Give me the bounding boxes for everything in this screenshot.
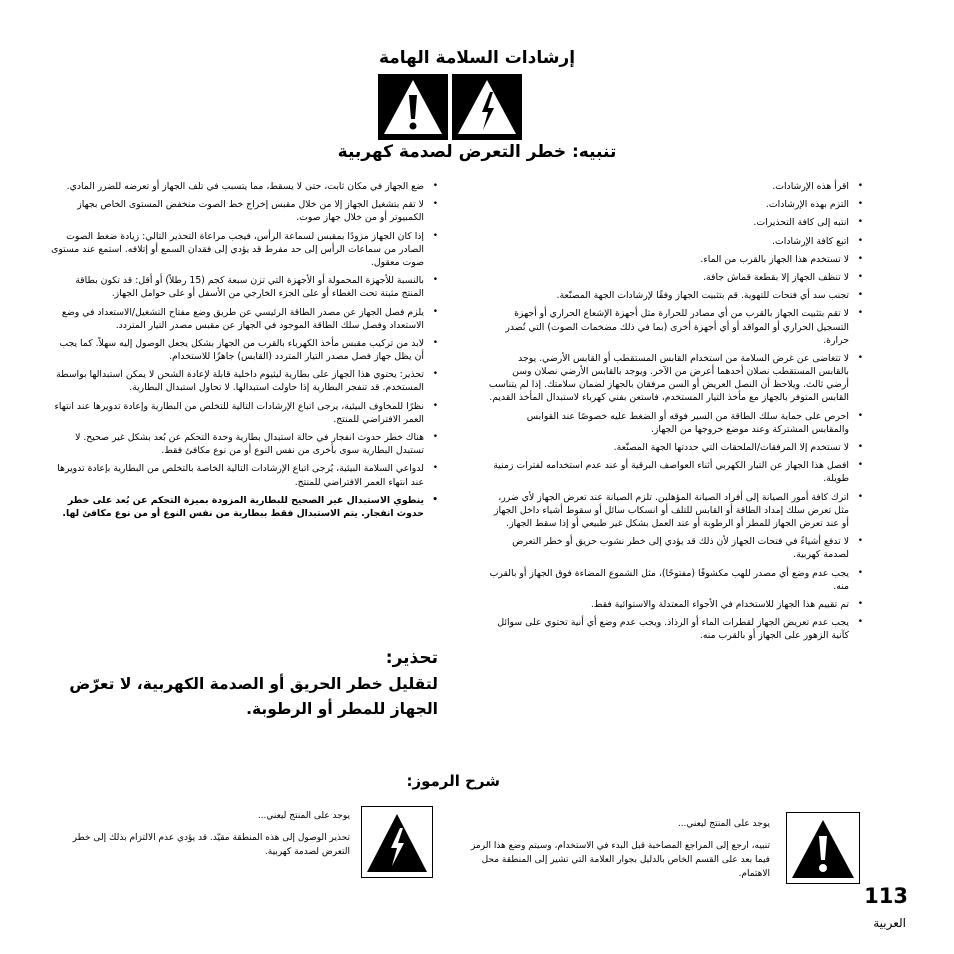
- warning-heading: تحذير:: [385, 648, 438, 668]
- page-language: العربية: [873, 916, 906, 930]
- instruction-item: • احرص على حماية سلك الطاقة من السير فوقه أو الضغط عليه خصوصًا عند القوابس والمقابس المشتركة وعند موضع خروجها من الجهاز.: [487, 410, 863, 436]
- instruction-item: • لا تنظف الجهاز إلا بقطعة قماش جافة.: [487, 271, 863, 284]
- instruction-item: • يجب عدم وضع أي مصدر للهب مكشوفًا (مفتوحًا)، مثل الشموع المضاءة فوق الجهاز أو بالقرب منه.: [487, 567, 863, 593]
- symbol-description: تحذير الوصول إلى هذه المنطقة مقيّد. قد يؤدي عدم الالتزام بذلك إلى خطر التعرض لصدمة كهربية.: [72, 832, 350, 857]
- instruction-item: • تم تقييم هذا الجهاز للاستخدام في الأجواء المعتدلة والاستوائية فقط.: [487, 598, 863, 611]
- instruction-item: • لا تدفع أشياءً في فتحات الجهاز لأن ذلك قد يؤدي إلى خطر نشوب حريق أو خطر التعرض لصدمة كهربية.: [487, 535, 863, 561]
- instruction-item: • اتبع كافة الإرشادات.: [487, 235, 863, 248]
- instruction-item: • ينطوي الاستبدال غير الصحيح للبطارية المزودة بميزة التحكم عن بُعد على خطر حدوث انفجار. يتم الاستبدال فقط ببطارية من نفس النوع أو من نوع مكافئ لها.: [50, 494, 438, 520]
- instruction-item: • إذا كان الجهاز مزودًا بمقبس لسماعة الرأس، فيجب مراعاة التحذير التالي: زيادة ضغط الصوت الصادر من سماعات الرأس إلى حد مفرط قد يؤدي إلى فقدان السمع أو إتلافه. استمع عند مستوى صوت معقول.: [50, 230, 438, 270]
- instruction-item: • لا تقم بتشغيل الجهاز إلا من خلال مقبس إخراج خط الصوت منخفض المستوى الخاص بجهاز الكمبيوتر أو من خلال جهاز صوت.: [50, 198, 438, 224]
- warning-icons: [376, 74, 524, 140]
- instruction-item: • اقرأ هذه الإرشادات.: [487, 180, 863, 193]
- warning-block: [50, 648, 438, 722]
- instruction-item: • لا تستخدم إلا المرفقات/الملحقات التي حددتها الجهة المصنّعة.: [487, 441, 863, 454]
- page-title: إرشادات السلامة الهامة: [378, 48, 576, 68]
- warning-text: لتقليل خطر الحريق أو الصدمة الكهربية، لا تعرّض الجهاز للمطر أو الرطوبة.: [69, 675, 438, 718]
- instruction-item: • نظرًا للمخاوف البيئية، يرجى اتباع الإرشادات التالية للتخلص من البطارية وإعادة تدويرها عند انتهاء العمر الافتراضي للمنتج.: [50, 400, 438, 426]
- instruction-item: • انتبه إلى كافة التحذيرات.: [487, 216, 863, 229]
- instruction-item: • تجنب سد أي فتحات للتهوية. قم بتثبيت الجهاز وفقًا لإرشادات الجهة المصنّعة.: [487, 289, 863, 302]
- exclamation-triangle-icon: [378, 74, 448, 140]
- symbol-found-label: يوجد على المنتج ليعني...: [677, 819, 770, 829]
- instruction-item: • افصل هذا الجهاز عن التيار الكهربي أثناء العواصف البرقية أو عند عدم استخدامه لفترات زمنية طويلة.: [487, 459, 863, 485]
- instruction-item: • لا تقم بتثبيت الجهاز بالقرب من أي مصادر للحرارة مثل أجهزة الإشعاع الحراري أو أجهزة التسجيل الحراري أو المواقد أو أي أجهزة أخرى (بما في ذلك مضخمات الصوت) التي تُصدر حرارة.: [487, 307, 863, 347]
- page-number: 113: [864, 884, 908, 908]
- instruction-item: • لابد من تركيب مقبس مأخذ الكهرباء بالقرب من الجهاز بشكل يجعل الوصول إليه سهلاً. كما يجب أن يظل جهاز فصل مصدر التيار المتردد (القابس) جاهزًا للاستخدام.: [50, 337, 438, 363]
- instruction-item: • يلزم فصل الجهاز عن مصدر الطاقة الرئيسي عن طريق وضع مفتاح التشغيل/الاستعداد في وضع الاستعداد وفصل سلك الطاقة الموجود في الجهاز عن مقبس مصدر التيار المتردد.: [50, 306, 438, 332]
- instruction-item: • لا تستخدم هذا الجهاز بالقرب من الماء.: [487, 253, 863, 266]
- instruction-item: • بالنسبة للأجهزة المحمولة أو الأجهزة التي تزن سبعة كجم (15 رطلاً) أو أقل: قد تكون بطاقة المنتج مثبتة تحت الغطاء أو على الجزء الخارجي من الأسفل أو على حوامل الجهاز.: [50, 274, 438, 300]
- symbol-found-label: يوجد على المنتج ليعني...: [257, 811, 350, 821]
- instruction-item: • هناك خطر حدوث انفجار في حالة استبدال بطارية وحدة التحكم عن بُعد بشكل غير صحيح. لا تستبدل البطارية سوى بأخرى من نفس النوع أو من نوع مكافئ فقط.: [50, 431, 438, 457]
- lightning-triangle-icon: [361, 806, 433, 878]
- instructions-right-column: [487, 180, 863, 647]
- symbols-heading: شرح الرموز:: [406, 772, 500, 790]
- instruction-item: • لدواعي السلامة البيئية، يُرجى اتباع الإرشادات التالية الخاصة بالتخلص من البطارية بإعادة تدويرها عند انتهاء العمر الافتراضي للمنتج.: [50, 462, 438, 488]
- instruction-item: • ضع الجهاز في مكان ثابت، حتى لا يسقط، مما يتسبب في تلف الجهاز أو تعرضه للضرر المادي.: [50, 180, 438, 193]
- caution-heading: تنبيه: خطر التعرض لصدمة كهربية: [337, 142, 617, 162]
- instruction-item: • التزم بهذه الإرشادات.: [487, 198, 863, 211]
- instructions-left-column: [50, 180, 438, 525]
- symbol-description: تنبيه، ارجع إلى المراجع المصاحبة قبل البدء في الاستخدام، وسيتم وضع هذا الرمز فيما بعد على القسم الخاص بالدليل بجوار العلامة التي تشير إلى المنطقة محل الاهتمام.: [470, 840, 770, 879]
- symbol-shock-description: [50, 810, 350, 860]
- instruction-item: • اترك كافة أمور الصيانة إلى أفراد الصيانة المؤهلين. تلزم الصيانة عند تعرض الجهاز لأي ضرر، مثل تعرض سلك إمداد الطاقة أو القابس للتلف أو انسكاب سائل أو سقوط أشياء داخل الجهاز أو عند تعرض الجهاز للمطر أو الرطوبة أو عند العمل بشكل غير طبيعي أو إذا سقط الجهاز.: [487, 491, 863, 531]
- symbol-caution-description: [470, 818, 770, 882]
- exclamation-triangle-icon: [786, 812, 860, 884]
- instruction-item: • يجب عدم تعريض الجهاز لقطرات الماء أو الرذاذ. ويجب عدم وضع أي أنية تحتوي على سوائل كآنية الزهور على الجهاز أو بالقرب منه.: [487, 616, 863, 642]
- instruction-item: • تحذير: يحتوي هذا الجهاز على بطارية ليثيوم داخلية قابلة لإعادة الشحن لا يمكن استبدالها بواسطة المستخدم. قد تنفجر البطارية إذا حاولت استبدالها. لا تحاول استبدال البطارية.: [50, 368, 438, 394]
- instruction-item: • لا تتغاضى عن غرض السلامة من استخدام القابس المستقطب أو القابس الأرضي. يوجد بالقابس المستقطب نصلان أحدهما أعرض من الآخر. ويوجد بالقابس الأرضي نصلان وسن أرضي ثالث. ويلاحظ أن النصل العريض أو السن مرفقان بالجهاز لضمان سلامتك. إذا لم يتناسب القابس المتوفر بالجهاز مع مأخذ التيار المستخدم، فاستعن بفني كهرباء لاستبدال المأخذ القديم.: [487, 352, 863, 405]
- lightning-triangle-icon: [452, 74, 522, 140]
